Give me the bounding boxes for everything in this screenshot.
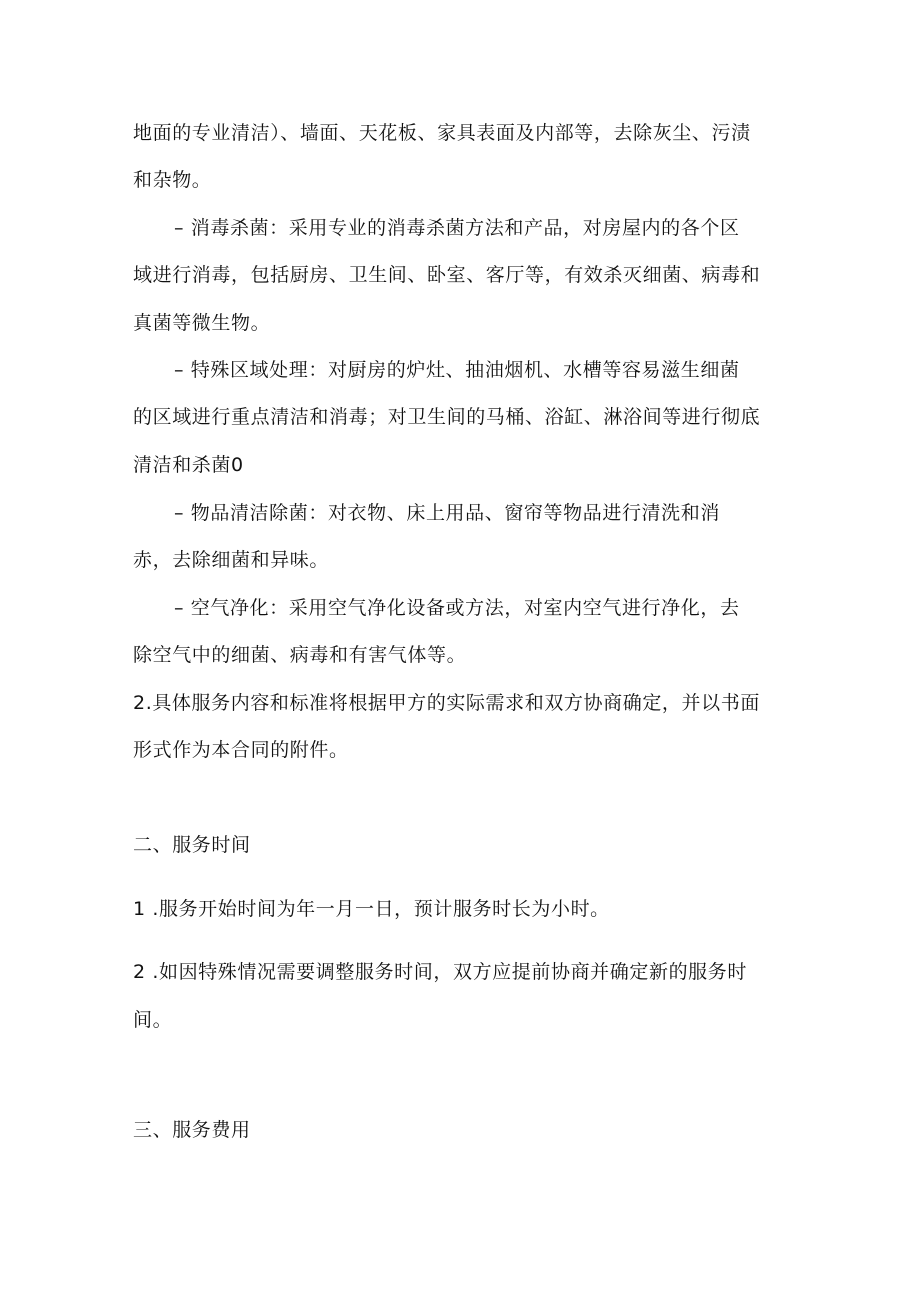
item-cleaning-line-2: 赤，去除细菌和异味。 <box>133 549 330 571</box>
special-area-line-2: 的区域进行重点清洁和消毒；对卫生间的马桶、浴缸、淋浴间等进行彻底 <box>133 406 761 428</box>
disinfection-line-3: 真菌等微生物。 <box>133 312 271 334</box>
section-3-heading: 三、服务费用 <box>133 1119 251 1141</box>
service-time-item-2-line-2: 间。 <box>133 1009 173 1031</box>
service-time-item-1: 1 .服务开始时间为年一月一日，预计服务时长为小时。 <box>133 898 610 920</box>
disinfection-line-2: 域进行消毒，包括厨房、卫生间、卧室、客厅等，有效杀灭细菌、病毒和 <box>133 264 761 286</box>
air-purification-line-1: – 空气净化：采用空气净化设备或方法，对室内空气进行净化，去 <box>174 597 740 619</box>
item-cleaning-line-1: – 物品清洁除菌：对衣物、床上用品、窗帘等物品进行清洗和消 <box>174 502 720 524</box>
cleaning-line-1: 地面的专业清洁）、墙面、天花板、家具表面及内部等，去除灰尘、污渍 <box>133 122 751 144</box>
cleaning-line-2: 和杂物。 <box>133 169 212 191</box>
service-time-item-2-line-1: 2 .如因特殊情况需要调整服务时间，双方应提前协商并确定新的服务时 <box>133 961 747 983</box>
disinfection-line-1: – 消毒杀菌：采用专业的消毒杀菌方法和产品，对房屋内的各个区 <box>174 217 740 239</box>
special-area-line-1: – 特殊区域处理：对厨房的炉灶、抽油烟机、水槽等容易滋生细菌 <box>174 359 740 381</box>
clause-2-line-2: 形式作为本合同的附件。 <box>133 739 349 761</box>
air-purification-line-2: 除空气中的细菌、病毒和有害气体等。 <box>133 644 467 666</box>
clause-2-line-1: 2.具体服务内容和标准将根据甲方的实际需求和双方协商确定，并以书面 <box>133 692 760 714</box>
section-2-heading: 二、服务时间 <box>133 834 251 856</box>
special-area-line-3: 清洁和杀菌0 <box>133 454 244 476</box>
